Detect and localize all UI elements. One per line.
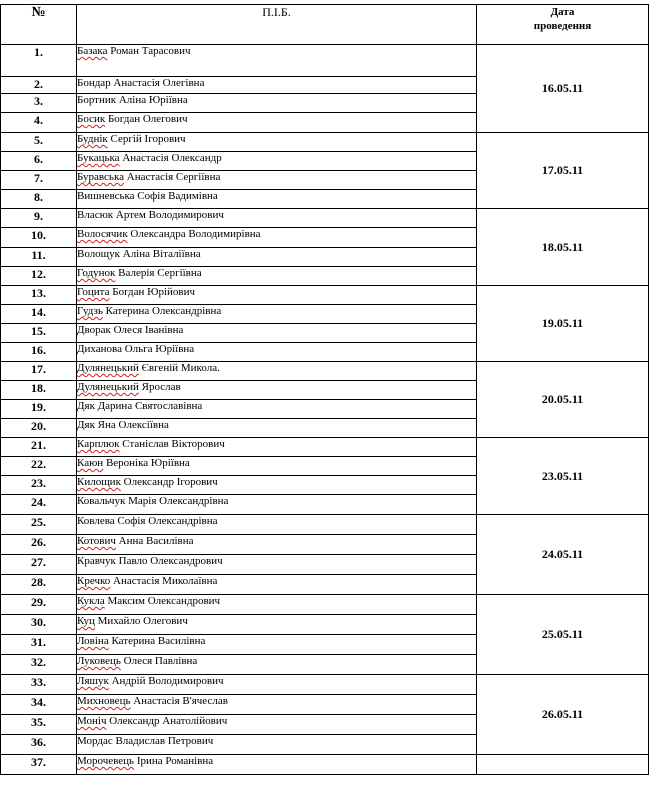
student-name-text: Олександр Анатолійович [106,715,228,727]
student-surname-flagged: Босик [77,113,106,125]
row-number: 27. [1,555,77,575]
student-surname-flagged: Карплюк [77,438,120,450]
student-name-text: Валерія Сергіївна [115,267,202,279]
student-name-text: Олександр Ігорович [120,476,218,488]
student-name [77,77,477,94]
student-name [77,133,477,152]
student-surname-flagged: Кречко [77,575,111,587]
student-surname-flagged: Куц [77,615,95,627]
student-name [77,419,477,438]
student-name [77,575,477,595]
student-surname-flagged: Дулянецький [77,362,139,374]
column-header-number: № [1,5,77,45]
row-number: 8. [1,190,77,209]
session-date: 25.05.11 [477,595,649,675]
student-name-text: Бондар Анастасія Олегівна [77,77,205,89]
student-name [77,94,477,113]
student-name-text: Дяк Дарина Святославівна [77,400,203,412]
row-number: 23. [1,476,77,495]
student-name-text: Анастасія Олександр [119,152,222,164]
student-name [77,495,477,515]
column-header-date-line2: проведення [533,20,592,32]
student-surname-flagged: Годунок [77,267,116,279]
row-number: 1. [1,45,77,77]
student-name [77,324,477,343]
column-header-name: П.І.Б. [77,5,477,45]
table-row [1,133,649,152]
session-date: 26.05.11 [477,675,649,755]
student-name [77,362,477,381]
student-name-text: Волощук Аліна Віталіївна [77,248,201,260]
student-surname-flagged: Ловіна [77,635,109,647]
student-name [77,457,477,476]
student-name-text: Роман Тарасович [107,45,191,57]
student-surname-flagged: Луковець [77,655,121,667]
student-surname-flagged: Ляшук [77,675,109,687]
row-number: 16. [1,343,77,362]
student-name-text: Олександра Володимирівна [127,228,261,240]
student-name-text: Вероніка Юріївна [103,457,190,469]
session-date: 20.05.11 [477,362,649,438]
student-name [77,675,477,695]
session-date: 16.05.11 [477,45,649,133]
student-name-text: Ірина Романівна [134,755,214,767]
session-date: 19.05.11 [477,286,649,362]
student-surname-flagged: Волосячик [77,228,128,240]
table-row [1,362,649,381]
row-number: 22. [1,457,77,476]
session-date [477,755,649,775]
row-number: 32. [1,655,77,675]
row-number: 29. [1,595,77,615]
row-number: 35. [1,715,77,735]
student-name-text: Андрій Володимирович [108,675,224,687]
column-header-date [477,5,649,45]
table-row [1,286,649,305]
student-name [77,476,477,495]
student-name [77,190,477,209]
row-number: 30. [1,615,77,635]
row-number: 10. [1,228,77,248]
row-number: 34. [1,695,77,715]
student-name-text: Анастасія Миколаївна [110,575,218,587]
row-number: 11. [1,248,77,267]
student-name [77,305,477,324]
schedule-table [0,4,649,775]
student-name-text: Станіслав Вікторович [119,438,225,450]
student-name [77,209,477,228]
student-name-text: Сергій Ігорович [107,133,186,145]
student-surname-flagged: Букацька [77,152,120,164]
row-number: 14. [1,305,77,324]
column-header-date-line1: Дата [550,6,575,18]
student-name [77,655,477,675]
student-surname-flagged: Буравська [77,171,125,183]
student-name [77,438,477,457]
table-row [1,209,649,228]
student-name-text: Кравчук Павло Олександрович [77,555,223,567]
row-number: 25. [1,515,77,535]
row-number: 6. [1,152,77,171]
student-name-text: Анастасія Сергіївна [124,171,221,183]
student-name-text: Мордас Владислав Петрович [77,735,214,747]
student-name [77,343,477,362]
student-surname-flagged: Котович [77,535,116,547]
row-number: 4. [1,113,77,133]
student-name [77,535,477,555]
student-surname-flagged: Базака [77,45,108,57]
row-number: 26. [1,535,77,555]
row-number: 28. [1,575,77,595]
student-name-text: Анна Василівна [115,535,194,547]
student-surname-flagged: Морочевець [77,755,135,767]
student-surname-flagged: Гоцита [77,286,110,298]
row-number: 12. [1,267,77,286]
student-name [77,228,477,248]
table-row [1,755,649,775]
row-number: 24. [1,495,77,515]
student-name-text: Євгеній Микола. [138,362,220,374]
student-surname-flagged: Кукла [77,595,105,607]
session-date: 24.05.11 [477,515,649,595]
row-number: 7. [1,171,77,190]
row-number: 20. [1,419,77,438]
student-name [77,635,477,655]
student-name-text: Ковлева Софія Олександрівна [77,515,218,527]
student-name [77,152,477,171]
table-row [1,45,649,77]
student-name-text: Богдан Олегович [105,113,188,125]
student-name-text: Максим Олександрович [104,595,221,607]
table-row [1,515,649,535]
student-surname-flagged: Дулянецький [77,381,139,393]
student-name [77,695,477,715]
student-surname-flagged: Буднік [77,133,108,145]
student-name [77,248,477,267]
student-name [77,286,477,305]
student-name-text: Ярослав [138,381,181,393]
student-name [77,113,477,133]
session-date: 23.05.11 [477,438,649,515]
row-number: 9. [1,209,77,228]
student-name [77,171,477,190]
student-name-text: Олеся Павлівна [120,655,198,667]
student-name-text: Бортник Аліна Юріївна [77,94,188,106]
student-surname-flagged: Михновець [77,695,131,707]
student-name-text: Богдан Юрійович [109,286,196,298]
row-number: 3. [1,94,77,113]
header-row [1,5,649,45]
student-name-text: Анастасія В'ячеслав [130,695,228,707]
student-surname-flagged: Гудзь [77,305,103,317]
student-name-text: Дяк Яна Олексіївна [77,419,169,431]
student-name [77,755,477,775]
table-row [1,675,649,695]
row-number: 19. [1,400,77,419]
row-number: 13. [1,286,77,305]
student-name [77,735,477,755]
student-name-text: Дворак Олеся Іванівна [77,324,184,336]
row-number: 36. [1,735,77,755]
row-number: 31. [1,635,77,655]
table-body [1,45,649,775]
student-name-text: Власюк Артем Володимирович [77,209,224,221]
row-number: 15. [1,324,77,343]
table-row [1,438,649,457]
student-name-text: Михайло Олегович [94,615,188,627]
student-name-text: Катерина Олександрівна [102,305,222,317]
session-date: 17.05.11 [477,133,649,209]
row-number: 2. [1,77,77,94]
table-row [1,595,649,615]
row-number: 17. [1,362,77,381]
student-name-text: Ковальчук Марія Олександрівна [77,495,229,507]
student-name-text: Вишневська Софія Вадимівна [77,190,218,202]
student-name [77,267,477,286]
student-name [77,595,477,615]
row-number: 5. [1,133,77,152]
student-name [77,515,477,535]
student-name-text: Катерина Василівна [108,635,206,647]
session-date: 18.05.11 [477,209,649,286]
student-surname-flagged: Моніч [77,715,107,727]
student-name [77,400,477,419]
student-name [77,615,477,635]
student-name [77,715,477,735]
student-name-text: Диханова Ольга Юріївна [77,343,195,355]
student-name [77,555,477,575]
student-surname-flagged: Килощик [77,476,121,488]
row-number: 21. [1,438,77,457]
student-surname-flagged: Каюн [77,457,104,469]
student-name [77,45,477,77]
row-number: 37. [1,755,77,775]
student-name [77,381,477,400]
row-number: 33. [1,675,77,695]
row-number: 18. [1,381,77,400]
